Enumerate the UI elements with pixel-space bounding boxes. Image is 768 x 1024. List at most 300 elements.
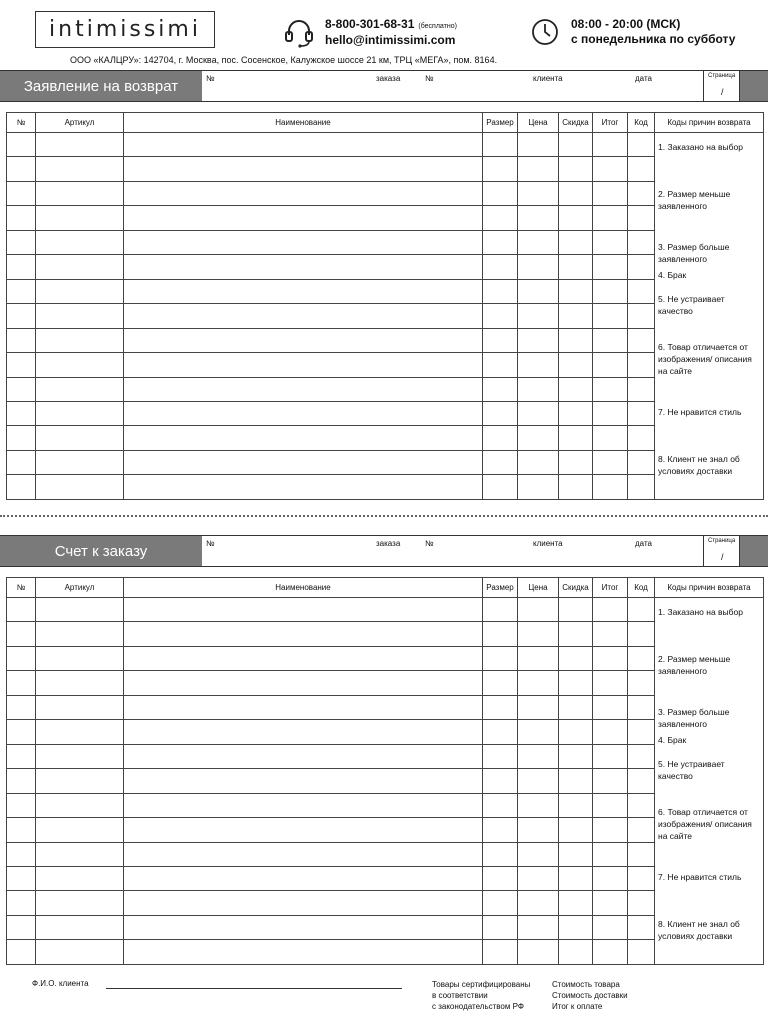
table-cell[interactable] (628, 695, 655, 719)
table-cell[interactable] (593, 671, 628, 695)
table-cell[interactable] (7, 842, 36, 866)
table-cell[interactable] (7, 793, 36, 817)
table-cell[interactable] (593, 622, 628, 646)
table-cell[interactable] (483, 622, 518, 646)
table-cell[interactable] (36, 598, 124, 622)
table-cell[interactable] (628, 598, 655, 622)
table-cell[interactable] (593, 744, 628, 768)
table-cell[interactable] (628, 793, 655, 817)
table-cell[interactable] (36, 695, 124, 719)
table-cell[interactable] (124, 818, 483, 842)
table-cell[interactable] (36, 622, 124, 646)
client-name-label: Ф.И.О. клиента (32, 979, 89, 988)
table-cell[interactable] (559, 915, 593, 939)
table-cell[interactable] (7, 157, 36, 181)
reason-item: 3. Размер больше заявленного (658, 242, 730, 264)
table-cell[interactable] (36, 181, 124, 205)
table-cell[interactable] (36, 891, 124, 915)
table-cell[interactable] (518, 206, 559, 230)
table-cell[interactable] (124, 842, 483, 866)
table-cell[interactable] (483, 842, 518, 866)
table-cell[interactable] (7, 328, 36, 352)
table-cell[interactable] (593, 401, 628, 425)
table-cell[interactable] (628, 133, 655, 157)
client-name-line[interactable] (106, 988, 402, 989)
table-cell[interactable] (559, 842, 593, 866)
certification-note (432, 979, 530, 1012)
table-cell[interactable] (124, 940, 483, 965)
table-cell[interactable] (518, 255, 559, 279)
column-header: № (7, 578, 36, 598)
table-cell[interactable] (559, 695, 593, 719)
table-cell[interactable] (593, 646, 628, 670)
table-cell[interactable] (559, 622, 593, 646)
table-cell[interactable] (593, 181, 628, 205)
table-cell[interactable] (518, 940, 559, 965)
reason-item: 1. Заказано на выбор (658, 142, 743, 152)
table-cell[interactable] (593, 915, 628, 939)
column-header: Наименование (124, 113, 483, 133)
table-cell[interactable] (7, 475, 36, 500)
table-cell[interactable] (628, 866, 655, 890)
table-cell[interactable] (593, 426, 628, 450)
table-row (7, 157, 764, 181)
table-cell[interactable] (124, 353, 483, 377)
table-cell[interactable] (36, 671, 124, 695)
table-cell[interactable] (483, 133, 518, 157)
table-row (7, 450, 764, 474)
table-cell[interactable] (36, 940, 124, 965)
table-cell[interactable] (124, 695, 483, 719)
table-row (7, 622, 764, 646)
table-cell[interactable] (518, 475, 559, 500)
clock-icon (531, 18, 559, 46)
table-cell[interactable] (628, 157, 655, 181)
table-cell[interactable] (483, 940, 518, 965)
table-cell[interactable] (559, 769, 593, 793)
table-cell[interactable] (628, 622, 655, 646)
table-cell[interactable] (559, 401, 593, 425)
table-cell[interactable] (483, 181, 518, 205)
page-label: Страница (708, 73, 736, 79)
table-cell[interactable] (124, 450, 483, 474)
table-cell[interactable] (7, 598, 36, 622)
table-row (7, 475, 764, 500)
table-cell[interactable] (124, 181, 483, 205)
table-cell[interactable] (7, 426, 36, 450)
table-cell[interactable] (7, 377, 36, 401)
table-cell[interactable] (518, 646, 559, 670)
table-cell[interactable] (518, 891, 559, 915)
table-cell[interactable] (559, 475, 593, 500)
table-cell[interactable] (7, 769, 36, 793)
table-cell[interactable] (593, 720, 628, 744)
table-cell[interactable] (559, 671, 593, 695)
table-cell[interactable] (593, 450, 628, 474)
column-header: Скидка (559, 578, 593, 598)
table-cell[interactable] (7, 891, 36, 915)
table-cell[interactable] (7, 230, 36, 254)
table-cell[interactable] (36, 818, 124, 842)
table-cell[interactable] (628, 769, 655, 793)
table-cell[interactable] (518, 842, 559, 866)
table-cell[interactable] (559, 598, 593, 622)
table-cell[interactable] (628, 230, 655, 254)
working-hours (571, 17, 735, 47)
table-cell[interactable] (518, 181, 559, 205)
table-cell[interactable] (593, 157, 628, 181)
table-cell[interactable] (559, 450, 593, 474)
reason-item: 1. Заказано на выбор (658, 607, 743, 617)
table-cell[interactable] (124, 598, 483, 622)
table-cell[interactable] (36, 720, 124, 744)
table-cell[interactable] (593, 842, 628, 866)
table-cell[interactable] (559, 157, 593, 181)
table-cell[interactable] (628, 915, 655, 939)
table-cell[interactable] (124, 230, 483, 254)
table-cell[interactable] (483, 818, 518, 842)
table-cell[interactable] (124, 304, 483, 328)
table-cell[interactable] (593, 818, 628, 842)
table-cell[interactable] (559, 866, 593, 890)
table-cell[interactable] (628, 646, 655, 670)
column-header: Коды причин возврата (655, 113, 764, 133)
table-cell[interactable] (36, 842, 124, 866)
table-cell[interactable] (36, 793, 124, 817)
table-row (7, 401, 764, 425)
table-cell[interactable] (36, 646, 124, 670)
table-cell[interactable] (483, 891, 518, 915)
return-form-band (0, 70, 768, 102)
table-cell[interactable] (628, 744, 655, 768)
table-cell[interactable] (628, 940, 655, 965)
reason-item: 8. Клиент не знал об условиях доставки (658, 919, 740, 941)
table-cell[interactable] (7, 915, 36, 939)
column-header: № (7, 113, 36, 133)
table-cell[interactable] (7, 255, 36, 279)
table-cell[interactable] (7, 695, 36, 719)
goods-cost-label: Стоимость товара (552, 980, 620, 989)
table-cell[interactable] (628, 475, 655, 500)
table-cell[interactable] (483, 279, 518, 303)
client-label: клиента (533, 74, 563, 83)
column-header: Код (628, 113, 655, 133)
table-cell[interactable] (36, 230, 124, 254)
table-cell[interactable] (628, 206, 655, 230)
table-cell[interactable] (593, 793, 628, 817)
table-cell[interactable] (628, 842, 655, 866)
table-cell[interactable] (518, 450, 559, 474)
table-cell[interactable] (483, 646, 518, 670)
table-cell[interactable] (518, 401, 559, 425)
table-cell[interactable] (124, 475, 483, 500)
table-cell[interactable] (36, 915, 124, 939)
table-cell[interactable] (483, 426, 518, 450)
table-cell[interactable] (628, 720, 655, 744)
table-cell[interactable] (628, 891, 655, 915)
table-cell[interactable] (518, 133, 559, 157)
table-row (7, 133, 764, 157)
table-cell[interactable] (7, 866, 36, 890)
table-cell[interactable] (483, 377, 518, 401)
table-cell[interactable] (559, 353, 593, 377)
table-cell[interactable] (518, 915, 559, 939)
table-cell[interactable] (124, 891, 483, 915)
table-cell[interactable] (7, 744, 36, 768)
table-cell[interactable] (36, 328, 124, 352)
table-cell[interactable] (36, 353, 124, 377)
table-cell[interactable] (559, 181, 593, 205)
table-cell[interactable] (36, 866, 124, 890)
table-cell[interactable] (124, 622, 483, 646)
table-cell[interactable] (483, 304, 518, 328)
table-cell[interactable] (124, 133, 483, 157)
table-cell[interactable] (7, 720, 36, 744)
reason-item: 2. Размер меньше заявленного (658, 654, 731, 676)
table-cell[interactable] (483, 157, 518, 181)
table-cell[interactable] (124, 328, 483, 352)
table-cell[interactable] (593, 940, 628, 965)
table-row (7, 279, 764, 303)
table-cell[interactable] (518, 622, 559, 646)
table-cell[interactable] (7, 353, 36, 377)
table-cell[interactable] (559, 744, 593, 768)
page-slash: / (721, 87, 724, 97)
table-cell[interactable] (559, 328, 593, 352)
table-cell[interactable] (518, 744, 559, 768)
table-cell[interactable] (36, 744, 124, 768)
table-cell[interactable] (36, 377, 124, 401)
table-cell[interactable] (559, 426, 593, 450)
table-cell[interactable] (7, 450, 36, 474)
table-cell[interactable] (7, 818, 36, 842)
table-cell[interactable] (593, 598, 628, 622)
table-row (7, 695, 764, 719)
column-header: Скидка (559, 113, 593, 133)
table-cell[interactable] (124, 646, 483, 670)
table-cell[interactable] (36, 475, 124, 500)
table-cell[interactable] (124, 744, 483, 768)
column-header: Итог (593, 578, 628, 598)
table-cell[interactable] (593, 353, 628, 377)
table-cell[interactable] (593, 206, 628, 230)
table-cell[interactable] (559, 940, 593, 965)
table-cell[interactable] (7, 401, 36, 425)
table-cell[interactable] (559, 377, 593, 401)
table-cell[interactable] (36, 426, 124, 450)
table-cell[interactable] (124, 377, 483, 401)
table-cell[interactable] (483, 255, 518, 279)
table-cell[interactable] (559, 304, 593, 328)
table-cell[interactable] (518, 304, 559, 328)
certification-line: в соответствии (432, 991, 488, 1000)
table-cell[interactable] (36, 255, 124, 279)
table-cell[interactable] (483, 353, 518, 377)
headset-icon (283, 17, 315, 49)
table-cell[interactable] (483, 598, 518, 622)
table-cell[interactable] (124, 793, 483, 817)
table-cell[interactable] (628, 426, 655, 450)
hours-text: 08:00 - 20:00 (МСК) (571, 17, 681, 31)
table-cell[interactable] (559, 793, 593, 817)
table-cell[interactable] (7, 181, 36, 205)
table-cell[interactable] (628, 818, 655, 842)
table-cell[interactable] (483, 475, 518, 500)
table-cell[interactable] (7, 304, 36, 328)
table-cell[interactable] (483, 230, 518, 254)
table-cell[interactable] (628, 304, 655, 328)
band-end-block (740, 71, 768, 101)
table-cell[interactable] (559, 891, 593, 915)
table-cell[interactable] (518, 353, 559, 377)
order-label: заказа (376, 74, 401, 83)
table-cell[interactable] (124, 255, 483, 279)
table-cell[interactable] (593, 891, 628, 915)
table-cell[interactable] (518, 230, 559, 254)
table-cell[interactable] (518, 328, 559, 352)
table-cell[interactable] (593, 328, 628, 352)
table-cell[interactable] (483, 695, 518, 719)
table-cell[interactable] (628, 181, 655, 205)
table-cell[interactable] (559, 818, 593, 842)
page-label: Страница (708, 538, 736, 544)
table-cell[interactable] (124, 279, 483, 303)
table-cell[interactable] (518, 720, 559, 744)
table-cell[interactable] (124, 206, 483, 230)
table-cell[interactable] (559, 255, 593, 279)
table-cell[interactable] (7, 206, 36, 230)
table-cell[interactable] (518, 866, 559, 890)
table-cell[interactable] (559, 230, 593, 254)
reason-item: 2. Размер меньше заявленного (658, 189, 731, 211)
table-cell[interactable] (7, 279, 36, 303)
table-cell[interactable] (518, 157, 559, 181)
table-cell[interactable] (593, 230, 628, 254)
table-cell[interactable] (7, 622, 36, 646)
table-cell[interactable] (518, 426, 559, 450)
table-cell[interactable] (518, 671, 559, 695)
table-cell[interactable] (628, 328, 655, 352)
section-title: Заявление на возврат (0, 71, 202, 101)
table-cell[interactable] (628, 401, 655, 425)
table-cell[interactable] (36, 304, 124, 328)
table-cell[interactable] (483, 328, 518, 352)
table-cell[interactable] (559, 133, 593, 157)
table-cell[interactable] (36, 157, 124, 181)
table-cell[interactable] (36, 279, 124, 303)
table-cell[interactable] (36, 769, 124, 793)
table-cell[interactable] (518, 769, 559, 793)
table-cell[interactable] (518, 793, 559, 817)
table-cell[interactable] (593, 866, 628, 890)
table-cell[interactable] (124, 769, 483, 793)
table-row (7, 891, 764, 915)
table-row (7, 818, 764, 842)
table-cell[interactable] (559, 646, 593, 670)
table-cell[interactable] (36, 450, 124, 474)
table-cell[interactable] (483, 744, 518, 768)
certification-line: с законодательством РФ (432, 1002, 524, 1011)
table-cell[interactable] (593, 377, 628, 401)
table-cell[interactable] (518, 598, 559, 622)
table-cell[interactable] (483, 401, 518, 425)
table-cell[interactable] (628, 450, 655, 474)
days-text: с понедельника по субботу (571, 32, 736, 46)
table-row (7, 377, 764, 401)
client-label: клиента (533, 539, 563, 548)
table-cell[interactable] (124, 157, 483, 181)
table-cell[interactable] (483, 450, 518, 474)
table-cell[interactable] (124, 671, 483, 695)
table-cell[interactable] (124, 720, 483, 744)
reason-item: 4. Брак (658, 270, 687, 280)
table-cell[interactable] (7, 671, 36, 695)
section-title: Счет к заказу (0, 536, 202, 566)
table-header-row (7, 113, 764, 133)
table-cell[interactable] (483, 769, 518, 793)
table-cell[interactable] (593, 475, 628, 500)
table-cell[interactable] (628, 377, 655, 401)
table-cell[interactable] (628, 353, 655, 377)
table-cell[interactable] (518, 818, 559, 842)
table-cell[interactable] (628, 279, 655, 303)
table-cell[interactable] (483, 793, 518, 817)
invoice-items-table (6, 577, 764, 965)
table-cell[interactable] (593, 304, 628, 328)
column-header: Коды причин возврата (655, 578, 764, 598)
column-header: Артикул (36, 578, 124, 598)
table-cell[interactable] (7, 940, 36, 965)
table-cell[interactable] (518, 279, 559, 303)
column-header: Код (628, 578, 655, 598)
table-cell[interactable] (124, 915, 483, 939)
table-cell[interactable] (593, 279, 628, 303)
table-cell[interactable] (36, 401, 124, 425)
column-header: Размер (483, 113, 518, 133)
table-row (7, 230, 764, 254)
table-cell[interactable] (518, 695, 559, 719)
table-cell[interactable] (483, 720, 518, 744)
table-cell[interactable] (124, 426, 483, 450)
table-cell[interactable] (628, 255, 655, 279)
table-cell[interactable] (593, 695, 628, 719)
table-row (7, 720, 764, 744)
table-cell[interactable] (124, 401, 483, 425)
table-cell[interactable] (593, 769, 628, 793)
table-cell[interactable] (559, 720, 593, 744)
table-cell[interactable] (36, 133, 124, 157)
phone-number: 8-800-301-68-31 (бесплатно) (325, 17, 457, 31)
table-cell[interactable] (593, 255, 628, 279)
table-cell[interactable] (483, 915, 518, 939)
table-cell[interactable] (483, 866, 518, 890)
table-cell[interactable] (628, 671, 655, 695)
table-cell[interactable] (593, 133, 628, 157)
page-box (703, 536, 740, 566)
table-cell[interactable] (559, 279, 593, 303)
table-cell[interactable] (7, 133, 36, 157)
page-slash: / (721, 552, 724, 562)
table-row (7, 206, 764, 230)
table-cell[interactable] (483, 671, 518, 695)
table-cell[interactable] (7, 646, 36, 670)
contact-block (325, 17, 457, 47)
table-cell[interactable] (36, 206, 124, 230)
table-cell[interactable] (124, 866, 483, 890)
table-cell[interactable] (483, 206, 518, 230)
table-cell[interactable] (518, 377, 559, 401)
table-cell[interactable] (559, 206, 593, 230)
